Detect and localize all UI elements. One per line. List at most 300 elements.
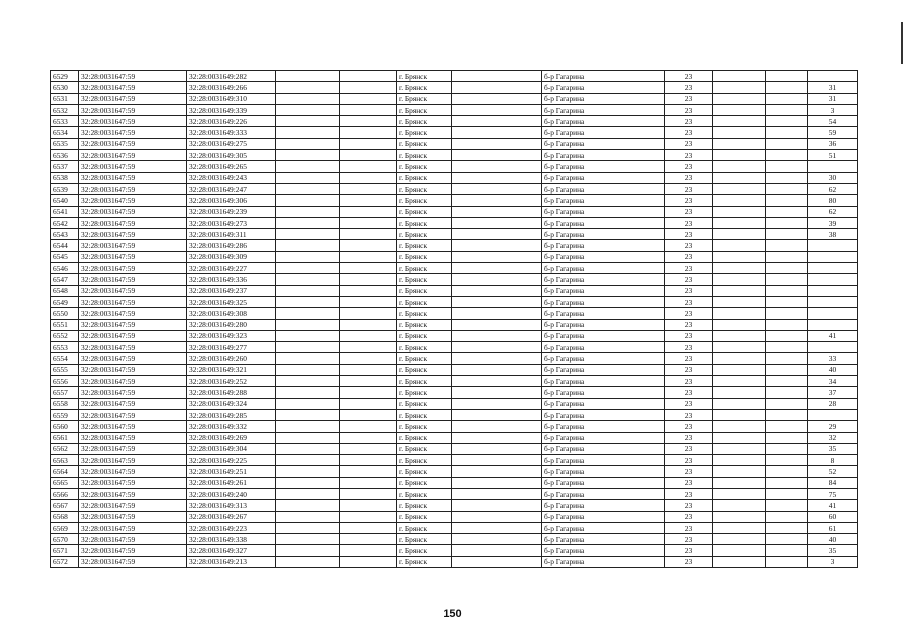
cell-e3 [452, 251, 542, 262]
cell-parcel: 32:28:0031647:59 [79, 296, 187, 307]
cell-street: б-р Гагарина [542, 263, 665, 274]
cell-street: б-р Гагарина [542, 285, 665, 296]
cell-e5 [766, 353, 808, 364]
cell-parcel: 32:28:0031647:59 [79, 556, 187, 567]
table-row [51, 376, 858, 387]
cell-parcel: 32:28:0031647:59 [79, 387, 187, 398]
cell-apartment: 60 [808, 511, 858, 522]
cell-e3 [452, 421, 542, 432]
cell-parcel: 32:28:0031647:59 [79, 93, 187, 104]
cell-street: б-р Гагарина [542, 387, 665, 398]
cell-apartment: 35 [808, 443, 858, 454]
table-row [51, 116, 858, 127]
cell-apartment [808, 274, 858, 285]
cell-e3 [452, 308, 542, 319]
cell-parcel: 32:28:0031647:59 [79, 229, 187, 240]
cell-e1 [276, 319, 340, 330]
cell-city: г. Брянск [397, 116, 452, 127]
cell-e3 [452, 364, 542, 375]
cell-sub_parcel: 32:28:0031649:280 [187, 319, 276, 330]
cell-city: г. Брянск [397, 274, 452, 285]
cell-e3 [452, 161, 542, 172]
cell-city: г. Брянск [397, 263, 452, 274]
cell-city: г. Брянск [397, 534, 452, 545]
cell-num: 6547 [51, 274, 79, 285]
cell-e3 [452, 172, 542, 183]
cell-apartment: 29 [808, 421, 858, 432]
cell-e5 [766, 409, 808, 420]
cell-e4 [713, 285, 766, 296]
cell-e1 [276, 240, 340, 251]
cell-e1 [276, 466, 340, 477]
table-row [51, 82, 858, 93]
cell-num: 6570 [51, 534, 79, 545]
cell-sub_parcel: 32:28:0031649:223 [187, 522, 276, 533]
cell-e1 [276, 534, 340, 545]
cell-city: г. Брянск [397, 150, 452, 161]
cell-num: 6567 [51, 500, 79, 511]
cell-sub_parcel: 32:28:0031649:227 [187, 263, 276, 274]
cell-e3 [452, 263, 542, 274]
cell-city: г. Брянск [397, 206, 452, 217]
cell-e5 [766, 432, 808, 443]
cell-house: 23 [665, 398, 713, 409]
cell-e1 [276, 172, 340, 183]
cell-e5 [766, 466, 808, 477]
cell-parcel: 32:28:0031647:59 [79, 443, 187, 454]
cell-sub_parcel: 32:28:0031649:282 [187, 71, 276, 82]
cell-sub_parcel: 32:28:0031649:285 [187, 409, 276, 420]
cell-e4 [713, 116, 766, 127]
cell-num: 6544 [51, 240, 79, 251]
table-row [51, 308, 858, 319]
cell-e5 [766, 308, 808, 319]
cell-city: г. Брянск [397, 82, 452, 93]
cell-apartment: 8 [808, 455, 858, 466]
cell-e1 [276, 251, 340, 262]
cell-sub_parcel: 32:28:0031649:308 [187, 308, 276, 319]
cell-street: б-р Гагарина [542, 409, 665, 420]
cell-num: 6555 [51, 364, 79, 375]
cell-house: 23 [665, 274, 713, 285]
cell-e3 [452, 206, 542, 217]
cell-parcel: 32:28:0031647:59 [79, 421, 187, 432]
cell-parcel: 32:28:0031647:59 [79, 308, 187, 319]
cell-e4 [713, 421, 766, 432]
cell-e4 [713, 93, 766, 104]
cell-city: г. Брянск [397, 71, 452, 82]
cell-street: б-р Гагарина [542, 319, 665, 330]
cell-e4 [713, 364, 766, 375]
cell-e1 [276, 387, 340, 398]
cell-house: 23 [665, 172, 713, 183]
cell-apartment: 61 [808, 522, 858, 533]
cell-e2 [340, 364, 397, 375]
cell-apartment: 52 [808, 466, 858, 477]
cell-e3 [452, 319, 542, 330]
cell-num: 6531 [51, 93, 79, 104]
cell-apartment: 41 [808, 330, 858, 341]
cell-parcel: 32:28:0031647:59 [79, 488, 187, 499]
cell-e1 [276, 104, 340, 115]
cell-parcel: 32:28:0031647:59 [79, 319, 187, 330]
cell-num: 6530 [51, 82, 79, 93]
cell-e4 [713, 138, 766, 149]
cell-e2 [340, 93, 397, 104]
cell-street: б-р Гагарина [542, 443, 665, 454]
cell-num: 6538 [51, 172, 79, 183]
cell-e5 [766, 534, 808, 545]
cell-sub_parcel: 32:28:0031649:277 [187, 342, 276, 353]
cell-e3 [452, 296, 542, 307]
cell-e2 [340, 172, 397, 183]
cell-street: б-р Гагарина [542, 376, 665, 387]
cell-house: 23 [665, 511, 713, 522]
cell-street: б-р Гагарина [542, 500, 665, 511]
cell-house: 23 [665, 488, 713, 499]
table-row [51, 398, 858, 409]
table-row [51, 263, 858, 274]
table-row [51, 534, 858, 545]
cell-city: г. Брянск [397, 183, 452, 194]
cell-num: 6552 [51, 330, 79, 341]
cell-e4 [713, 545, 766, 556]
cell-e3 [452, 353, 542, 364]
table-row [51, 353, 858, 364]
cell-e1 [276, 522, 340, 533]
cell-e1 [276, 376, 340, 387]
cell-city: г. Брянск [397, 251, 452, 262]
cell-num: 6572 [51, 556, 79, 567]
table-row [51, 387, 858, 398]
cell-parcel: 32:28:0031647:59 [79, 432, 187, 443]
cell-city: г. Брянск [397, 364, 452, 375]
cell-street: б-р Гагарина [542, 455, 665, 466]
cell-apartment [808, 161, 858, 172]
cell-apartment: 32 [808, 432, 858, 443]
cell-e2 [340, 116, 397, 127]
cell-e2 [340, 217, 397, 228]
cell-num: 6545 [51, 251, 79, 262]
table-row [51, 251, 858, 262]
cell-e1 [276, 500, 340, 511]
cell-city: г. Брянск [397, 319, 452, 330]
cell-e5 [766, 229, 808, 240]
cell-sub_parcel: 32:28:0031649:267 [187, 511, 276, 522]
cell-house: 23 [665, 206, 713, 217]
cell-e2 [340, 376, 397, 387]
table-row [51, 138, 858, 149]
register-table [50, 70, 858, 568]
cell-e5 [766, 376, 808, 387]
cell-e3 [452, 455, 542, 466]
cell-e5 [766, 522, 808, 533]
table-row [51, 93, 858, 104]
cell-e2 [340, 308, 397, 319]
cell-apartment [808, 251, 858, 262]
cell-e1 [276, 82, 340, 93]
cell-street: б-р Гагарина [542, 183, 665, 194]
cell-street: б-р Гагарина [542, 116, 665, 127]
cell-sub_parcel: 32:28:0031649:323 [187, 330, 276, 341]
cell-house: 23 [665, 71, 713, 82]
cell-e5 [766, 206, 808, 217]
cell-parcel: 32:28:0031647:59 [79, 545, 187, 556]
cell-sub_parcel: 32:28:0031649:269 [187, 432, 276, 443]
cell-house: 23 [665, 387, 713, 398]
cell-e3 [452, 500, 542, 511]
cell-e1 [276, 93, 340, 104]
cell-city: г. Брянск [397, 522, 452, 533]
cell-e5 [766, 127, 808, 138]
cell-num: 6560 [51, 421, 79, 432]
cell-city: г. Брянск [397, 342, 452, 353]
cell-e1 [276, 285, 340, 296]
cell-sub_parcel: 32:28:0031649:239 [187, 206, 276, 217]
cell-house: 23 [665, 116, 713, 127]
cell-e1 [276, 150, 340, 161]
cell-e4 [713, 522, 766, 533]
cell-city: г. Брянск [397, 172, 452, 183]
cell-e4 [713, 217, 766, 228]
cell-street: б-р Гагарина [542, 138, 665, 149]
cell-e4 [713, 127, 766, 138]
cell-parcel: 32:28:0031647:59 [79, 161, 187, 172]
cell-sub_parcel: 32:28:0031649:213 [187, 556, 276, 567]
cell-e1 [276, 127, 340, 138]
cell-house: 23 [665, 534, 713, 545]
cell-parcel: 32:28:0031647:59 [79, 455, 187, 466]
cell-parcel: 32:28:0031647:59 [79, 330, 187, 341]
cell-street: б-р Гагарина [542, 150, 665, 161]
table-row [51, 466, 858, 477]
cell-e5 [766, 116, 808, 127]
table-row [51, 364, 858, 375]
cell-e5 [766, 240, 808, 251]
cell-e1 [276, 398, 340, 409]
cell-num: 6542 [51, 217, 79, 228]
cell-num: 6546 [51, 263, 79, 274]
cell-num: 6564 [51, 466, 79, 477]
cell-e5 [766, 488, 808, 499]
cell-e2 [340, 466, 397, 477]
cell-e3 [452, 432, 542, 443]
cell-street: б-р Гагарина [542, 522, 665, 533]
cell-e2 [340, 409, 397, 420]
cell-apartment: 35 [808, 545, 858, 556]
cell-street: б-р Гагарина [542, 296, 665, 307]
cell-e5 [766, 82, 808, 93]
cell-house: 23 [665, 556, 713, 567]
cell-e2 [340, 545, 397, 556]
cell-apartment [808, 319, 858, 330]
cell-e1 [276, 296, 340, 307]
cell-e2 [340, 387, 397, 398]
cell-sub_parcel: 32:28:0031649:260 [187, 353, 276, 364]
cell-e2 [340, 556, 397, 567]
cell-e5 [766, 217, 808, 228]
cell-e1 [276, 217, 340, 228]
cell-e3 [452, 443, 542, 454]
cell-e3 [452, 534, 542, 545]
cell-e5 [766, 556, 808, 567]
cell-e3 [452, 556, 542, 567]
cell-sub_parcel: 32:28:0031649:306 [187, 195, 276, 206]
cell-e2 [340, 296, 397, 307]
cell-parcel: 32:28:0031647:59 [79, 127, 187, 138]
cell-e4 [713, 240, 766, 251]
cell-e5 [766, 455, 808, 466]
cell-e5 [766, 477, 808, 488]
cell-street: б-р Гагарина [542, 421, 665, 432]
cell-apartment: 37 [808, 387, 858, 398]
cell-house: 23 [665, 183, 713, 194]
cell-e4 [713, 82, 766, 93]
cell-street: б-р Гагарина [542, 556, 665, 567]
table-row [51, 488, 858, 499]
cell-city: г. Брянск [397, 127, 452, 138]
cell-parcel: 32:28:0031647:59 [79, 150, 187, 161]
cell-house: 23 [665, 319, 713, 330]
cell-apartment: 3 [808, 556, 858, 567]
cell-city: г. Брянск [397, 240, 452, 251]
cell-parcel: 32:28:0031647:59 [79, 285, 187, 296]
cell-apartment: 31 [808, 93, 858, 104]
cell-e2 [340, 443, 397, 454]
cell-sub_parcel: 32:28:0031649:324 [187, 398, 276, 409]
cell-e5 [766, 195, 808, 206]
cell-e3 [452, 274, 542, 285]
cell-apartment: 75 [808, 488, 858, 499]
cell-apartment [808, 409, 858, 420]
cell-e1 [276, 421, 340, 432]
table-row [51, 409, 858, 420]
cell-num: 6549 [51, 296, 79, 307]
cell-e1 [276, 409, 340, 420]
cell-e2 [340, 240, 397, 251]
cell-city: г. Брянск [397, 387, 452, 398]
table-row [51, 545, 858, 556]
cell-sub_parcel: 32:28:0031649:304 [187, 443, 276, 454]
cell-house: 23 [665, 93, 713, 104]
cell-sub_parcel: 32:28:0031649:275 [187, 138, 276, 149]
cell-parcel: 32:28:0031647:59 [79, 206, 187, 217]
cell-apartment: 40 [808, 534, 858, 545]
table-row [51, 342, 858, 353]
cell-e2 [340, 522, 397, 533]
cell-street: б-р Гагарина [542, 534, 665, 545]
cell-e3 [452, 330, 542, 341]
cell-sub_parcel: 32:28:0031649:247 [187, 183, 276, 194]
cell-apartment: 51 [808, 150, 858, 161]
cell-house: 23 [665, 82, 713, 93]
cell-num: 6561 [51, 432, 79, 443]
cell-e2 [340, 477, 397, 488]
table-row [51, 500, 858, 511]
cell-house: 23 [665, 364, 713, 375]
cell-apartment: 39 [808, 217, 858, 228]
cell-e2 [340, 127, 397, 138]
cell-e1 [276, 364, 340, 375]
cell-e1 [276, 545, 340, 556]
cell-num: 6536 [51, 150, 79, 161]
cell-num: 6535 [51, 138, 79, 149]
cell-house: 23 [665, 229, 713, 240]
cell-e2 [340, 421, 397, 432]
cell-e2 [340, 251, 397, 262]
cell-e3 [452, 116, 542, 127]
cell-e2 [340, 285, 397, 296]
cell-parcel: 32:28:0031647:59 [79, 376, 187, 387]
cell-house: 23 [665, 432, 713, 443]
cell-parcel: 32:28:0031647:59 [79, 511, 187, 522]
cell-street: б-р Гагарина [542, 488, 665, 499]
cell-num: 6537 [51, 161, 79, 172]
cell-e1 [276, 308, 340, 319]
cell-apartment [808, 263, 858, 274]
cell-e1 [276, 342, 340, 353]
cell-city: г. Брянск [397, 477, 452, 488]
table-row [51, 172, 858, 183]
cell-street: б-р Гагарина [542, 206, 665, 217]
cell-e1 [276, 161, 340, 172]
cell-num: 6529 [51, 71, 79, 82]
cell-parcel: 32:28:0031647:59 [79, 409, 187, 420]
cell-e2 [340, 206, 397, 217]
table-row [51, 556, 858, 567]
cell-house: 23 [665, 376, 713, 387]
cell-e2 [340, 534, 397, 545]
cell-parcel: 32:28:0031647:59 [79, 534, 187, 545]
cell-num: 6571 [51, 545, 79, 556]
cell-e2 [340, 488, 397, 499]
cell-city: г. Брянск [397, 545, 452, 556]
cell-parcel: 32:28:0031647:59 [79, 195, 187, 206]
cell-apartment: 30 [808, 172, 858, 183]
cell-e5 [766, 421, 808, 432]
cell-apartment [808, 308, 858, 319]
cell-e5 [766, 263, 808, 274]
cell-house: 23 [665, 296, 713, 307]
cell-e3 [452, 93, 542, 104]
table-row [51, 443, 858, 454]
cell-e3 [452, 217, 542, 228]
cell-city: г. Брянск [397, 409, 452, 420]
cell-e5 [766, 511, 808, 522]
cell-parcel: 32:28:0031647:59 [79, 71, 187, 82]
cell-sub_parcel: 32:28:0031649:288 [187, 387, 276, 398]
cell-e1 [276, 488, 340, 499]
cell-apartment: 3 [808, 104, 858, 115]
cell-apartment: 41 [808, 500, 858, 511]
cell-e4 [713, 398, 766, 409]
cell-sub_parcel: 32:28:0031649:273 [187, 217, 276, 228]
cell-sub_parcel: 32:28:0031649:321 [187, 364, 276, 375]
cell-e3 [452, 477, 542, 488]
cell-e4 [713, 330, 766, 341]
cell-e1 [276, 455, 340, 466]
cell-e4 [713, 511, 766, 522]
cell-e1 [276, 71, 340, 82]
cell-city: г. Брянск [397, 488, 452, 499]
cell-e4 [713, 342, 766, 353]
cell-e3 [452, 387, 542, 398]
cell-apartment [808, 71, 858, 82]
cell-e4 [713, 409, 766, 420]
cell-city: г. Брянск [397, 421, 452, 432]
cell-sub_parcel: 32:28:0031649:237 [187, 285, 276, 296]
cell-sub_parcel: 32:28:0031649:327 [187, 545, 276, 556]
